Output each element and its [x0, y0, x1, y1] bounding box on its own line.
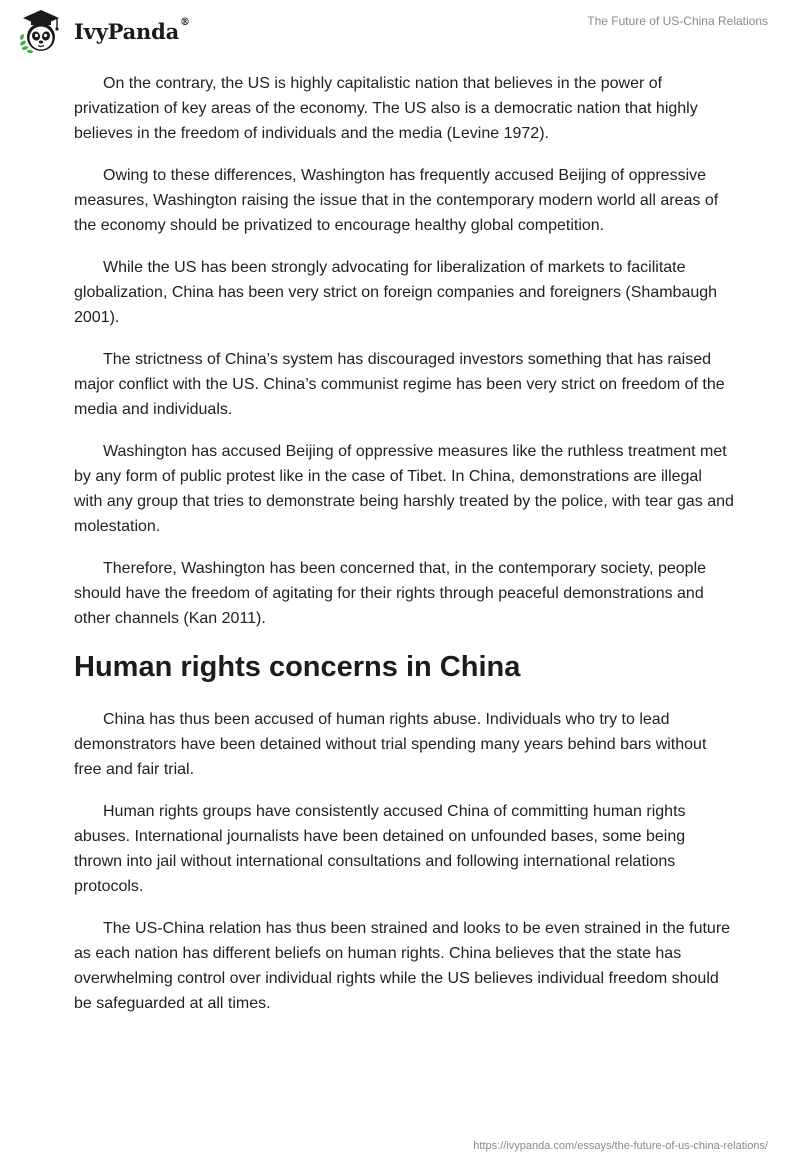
essay-body [74, 71, 734, 1033]
panda-graduate-icon [14, 7, 70, 55]
ivypanda-logo[interactable] [14, 7, 190, 55]
paragraph: Therefore, Washington has been concerned that, in the contemporary society, people should have the freedom of agitating for their rights through peaceful demonstrations and other channels (Kan 2011). [74, 560, 707, 627]
brand-name: IvyPanda® [74, 16, 190, 44]
paragraph: Washington has accused Beijing of oppressive measures like the ruthless treatment met by any form of public protest like in the case of Tibet. In China, demonstrations are illegal with any group that tries to demonstrate being harshly treated by the police, with tear gas and molestation. [74, 443, 734, 535]
page-header [0, 0, 800, 62]
paragraph: Human rights groups have consistently accused China of committing human rights abuses. International journalists have been detained on unfounded bases, some being thrown into jail without international consultations and following international relations protocols. [74, 803, 686, 895]
paragraph: The strictness of China’s system has discouraged investors something that has raised major conflict with the US. China’s communist regime has been very strict on freedom of the media and individuals. [74, 351, 725, 418]
source-url[interactable]: https://ivypanda.com/essays/the-future-of-us-china-relations/ [473, 1140, 768, 1152]
paragraph: The US-China relation has thus been strained and looks to be even strained in the future as each nation has different beliefs on human rights. China believes that the state has overwhelming control over individual rights while the US believes individual freedom should be safeguarded at all times. [74, 920, 731, 1012]
section-heading: Human rights concerns in China [74, 651, 521, 683]
paragraph: On the contrary, the US is highly capitalistic nation that believes in the power of privatization of key areas of the economy. The US also is a democratic nation that highly believes in the freedom of individuals and the media (Levine 1972). [74, 75, 698, 142]
registered-mark: ® [180, 16, 190, 28]
document-title: The Future of US-China Relations [587, 14, 768, 28]
paragraph: While the US has been strongly advocating for liberalization of markets to facilitate globalization, China has been very strict on foreign companies and foreigners (Shambaugh 2001). [74, 259, 718, 326]
paragraph: Owing to these differences, Washington has frequently accused Beijing of oppressive measures, Washington raising the issue that in the contemporary modern world all areas of the economy should be privatized to encourage healthy global competition. [74, 167, 719, 234]
paragraph: China has thus been accused of human rights abuse. Individuals who try to lead demonstrators have been detained without trial spending many years behind bars without free and fair trial. [74, 711, 707, 778]
